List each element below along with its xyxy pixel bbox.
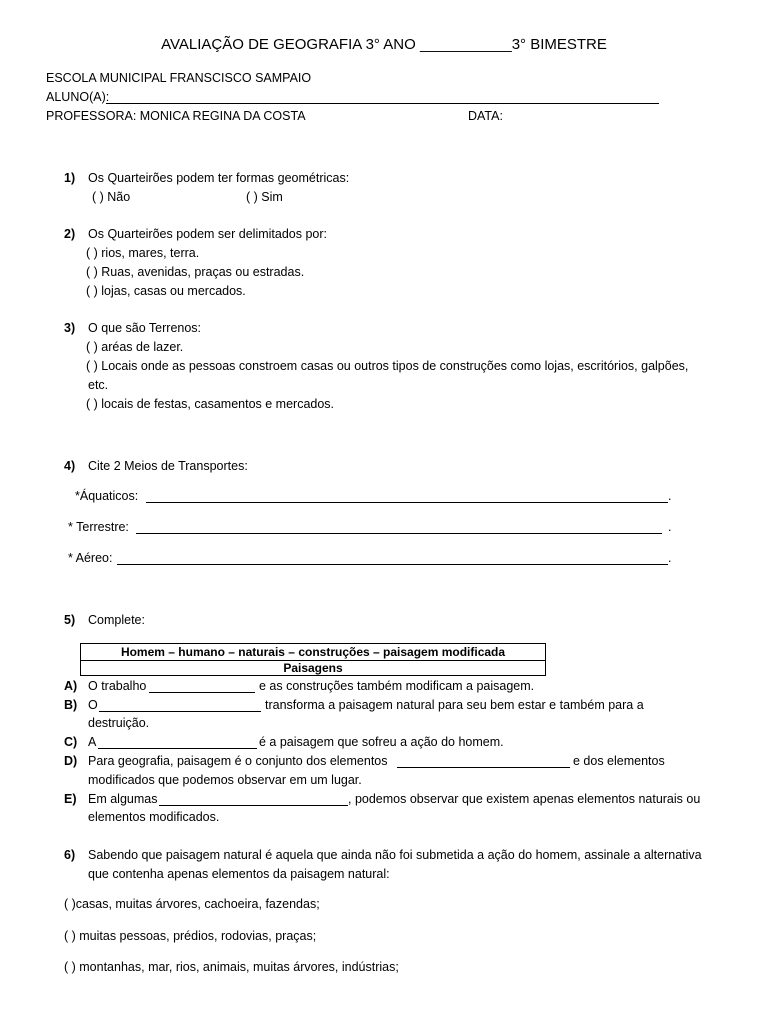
question-5-number: 5): [64, 613, 76, 627]
word-bank-row-1: Homem – humano – naturais – construções – paisagem modificada: [81, 644, 545, 661]
item-d-text-1: Para geografia, paisagem é o conjunto dos elementos: [88, 754, 388, 768]
item-c-text-2: é a paisagem que sofreu a ação do homem.: [259, 735, 504, 749]
question-1-text: Os Quarteirões podem ter formas geométricas:: [88, 171, 350, 185]
item-b-text-1: O: [88, 698, 98, 712]
question-2-option-1[interactable]: ( ) rios, mares, terra.: [86, 246, 200, 260]
question-3-number: 3): [64, 321, 76, 335]
question-1-number: 1): [64, 171, 76, 185]
question-1-option-nao[interactable]: ( ) Não: [92, 190, 131, 204]
item-e-text-3: elementos modificados.: [88, 810, 220, 824]
item-e-text-2: , podemos observar que existem apenas elementos naturais ou: [348, 792, 701, 806]
question-3-option-3[interactable]: ( ) locais de festas, casamentos e mercados.: [86, 397, 335, 411]
question-6-text-1: Sabendo que paisagem natural é aquela que ainda não foi submetida a ação do homem, assinale a alternativa: [88, 848, 702, 862]
question-3-text: O que são Terrenos:: [88, 321, 202, 335]
item-b-label: B): [64, 698, 78, 712]
aquaticos-label: *Áquaticos:: [75, 489, 139, 503]
school-name: ESCOLA MUNICIPAL FRANSCISCO SAMPAIO: [46, 71, 312, 85]
terrestre-answer-line[interactable]: [136, 533, 662, 534]
question-2-option-2[interactable]: ( ) Ruas, avenidas, praças ou estradas.: [86, 265, 305, 279]
question-3-option-2[interactable]: ( ) Locais onde as pessoas constroem casas ou outros tipos de construções como lojas, escritórios, galpões,: [86, 359, 689, 373]
terrestre-label: * Terrestre:: [68, 520, 129, 534]
item-a-text-1: O trabalho: [88, 679, 147, 693]
question-6-option-2[interactable]: ( ) muitas pessoas, prédios, rodovias, praças;: [64, 929, 317, 943]
aquaticos-dot: .: [668, 489, 672, 503]
question-4-text: Cite 2 Meios de Transportes:: [88, 459, 248, 473]
question-6-option-1[interactable]: ( )casas, muitas árvores, cachoeira, fazendas;: [64, 897, 320, 911]
terrestre-dot: .: [668, 520, 672, 534]
question-1-option-sim[interactable]: ( ) Sim: [246, 190, 283, 204]
aquaticos-answer-line[interactable]: [146, 502, 668, 503]
student-label: ALUNO(A):: [46, 90, 110, 104]
word-bank-row-2: Paisagens: [283, 661, 343, 675]
question-3-option-1[interactable]: ( ) aréas de lazer.: [86, 340, 184, 354]
aereo-label: * Aéreo:: [68, 551, 113, 565]
question-3-option-2-cont: etc.: [88, 378, 109, 392]
question-4-number: 4): [64, 459, 76, 473]
question-2-option-3[interactable]: ( ) lojas, casas ou mercados.: [86, 284, 246, 298]
item-d-blank[interactable]: [397, 767, 570, 768]
item-b-text-2: transforma a paisagem natural para seu bem estar e também para a: [265, 698, 644, 712]
item-d-label: D): [64, 754, 78, 768]
item-e-text-1: Em algumas: [88, 792, 158, 806]
item-c-text-1: A: [88, 735, 97, 749]
question-6-text-2: que contenha apenas elementos da paisagem natural:: [88, 867, 390, 881]
aereo-dot: .: [668, 551, 672, 565]
item-a-blank[interactable]: [149, 692, 255, 693]
question-6-option-3[interactable]: ( ) montanhas, mar, rios, animais, muitas árvores, indústrias;: [64, 960, 399, 974]
student-name-line[interactable]: [106, 103, 659, 104]
teacher-name: PROFESSORA: MONICA REGINA DA COSTA: [46, 109, 306, 123]
question-6-number: 6): [64, 848, 76, 862]
item-c-label: C): [64, 735, 78, 749]
aereo-answer-line[interactable]: [117, 564, 668, 565]
item-e-label: E): [64, 792, 77, 806]
question-2-text: Os Quarteirões podem ser delimitados por:: [88, 227, 327, 241]
item-b-text-3: destruição.: [88, 716, 150, 730]
item-a-text-2: e as construções também modificam a paisagem.: [259, 679, 535, 693]
item-b-blank[interactable]: [99, 711, 261, 712]
question-2-number: 2): [64, 227, 76, 241]
item-a-label: A): [64, 679, 78, 693]
item-d-text-2: e dos elementos: [573, 754, 665, 768]
item-c-blank[interactable]: [98, 748, 257, 749]
date-label: DATA:: [468, 109, 503, 123]
question-5-text: Complete:: [88, 613, 145, 627]
page-title: AVALIAÇÃO DE GEOGRAFIA 3° ANO ___________3° BIMESTRE: [161, 36, 607, 53]
item-e-blank[interactable]: [159, 805, 348, 806]
word-bank-box: [80, 643, 546, 676]
item-d-text-3: modificados que podemos observar em um lugar.: [88, 773, 362, 787]
